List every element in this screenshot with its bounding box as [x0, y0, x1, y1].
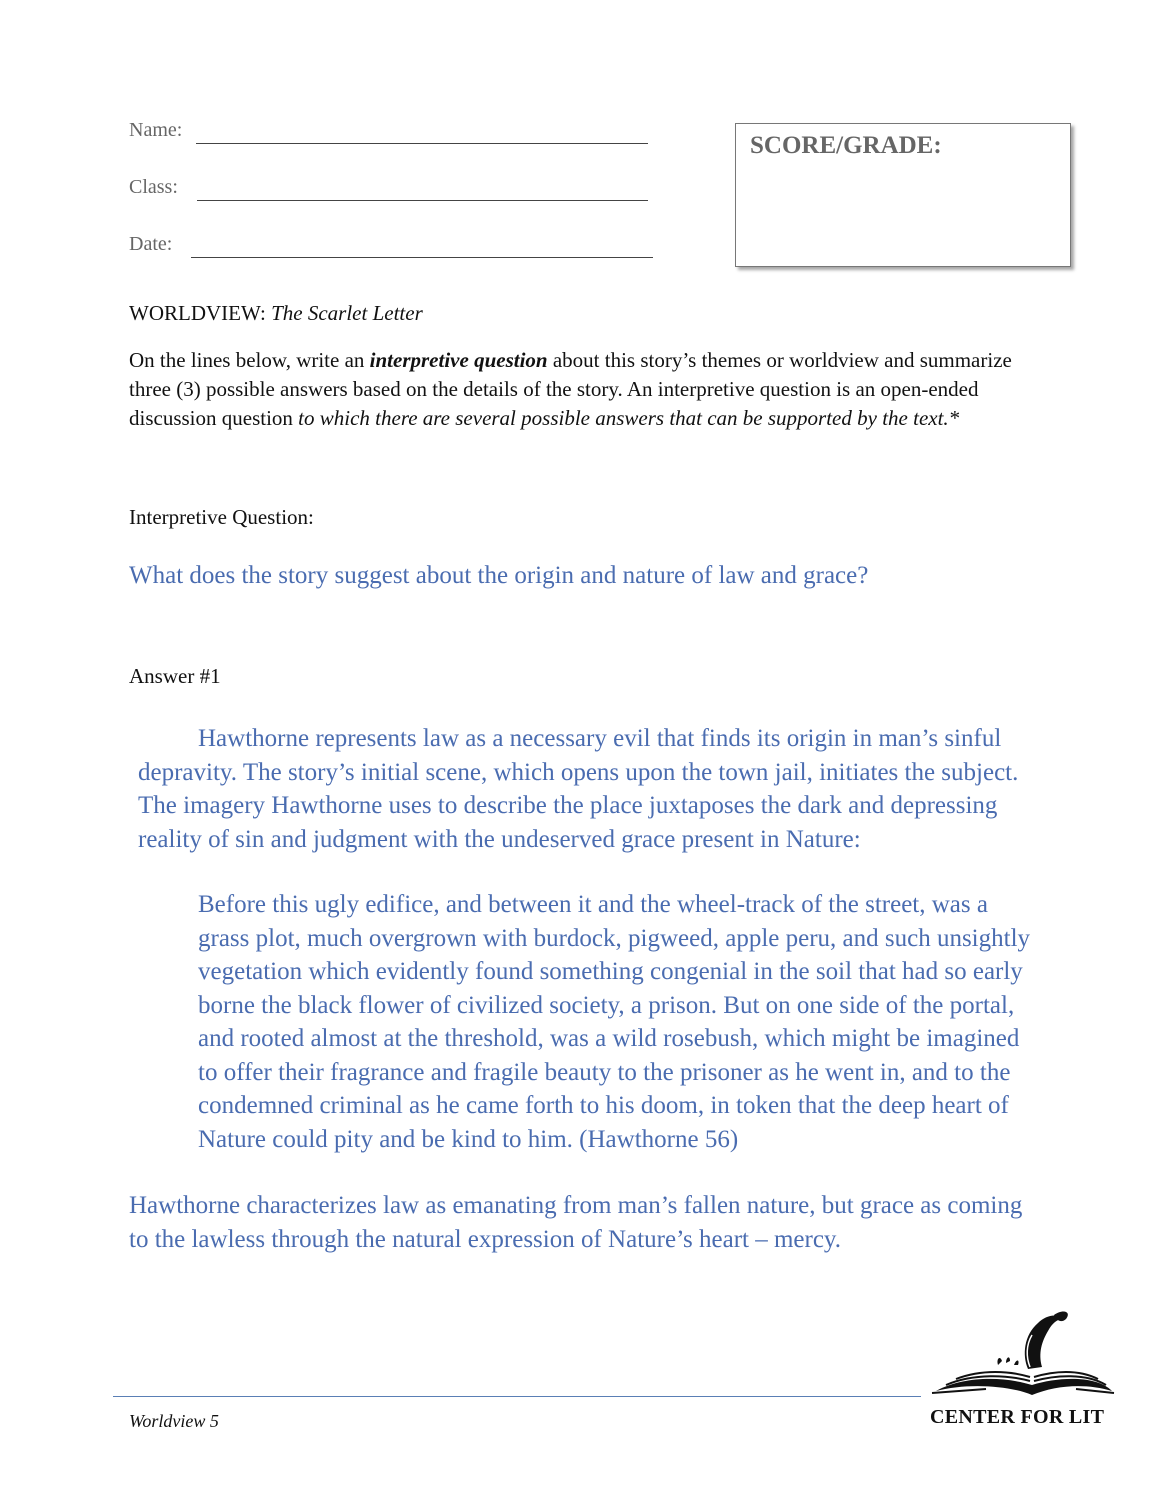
name-field[interactable]: [196, 143, 648, 144]
score-grade-box[interactable]: [735, 123, 1071, 267]
question-text: What does the story suggest about the origin and nature of law and grace?: [129, 562, 869, 589]
answer-1-paragraph: [138, 722, 1038, 856]
date-label: Date:: [129, 233, 173, 255]
footer-page-label: Worldview 5: [129, 1411, 219, 1431]
footer-rule: [113, 1396, 921, 1397]
class-label: Class:: [129, 176, 178, 198]
center-for-lit-logo: [926, 1305, 1116, 1435]
worksheet-title: [129, 301, 423, 326]
instructions-emphasis: interpretive question: [369, 348, 548, 372]
name-label: Name:: [129, 119, 183, 141]
instructions-italic: to which there are several possible answers that can be supported by the text.*: [298, 406, 960, 430]
worksheet-title-prefix: WORLDVIEW:: [129, 301, 272, 325]
instructions-part1: On the lines below, write an: [129, 348, 370, 372]
date-field[interactable]: [191, 257, 653, 258]
book-title: The Scarlet Letter: [271, 301, 423, 325]
answer-1-closing: Hawthorne characterizes law as emanating from man’s fallen nature, but grace as coming to the lawless through the natural expression of Nature’s heart – mercy.: [129, 1192, 1023, 1253]
instructions-part2: about this story’s themes or worldview and summarize three (3) possible answers based on the details of the story. An interpretive question is an open-ended discussion question: [129, 348, 1012, 430]
answer-1-quote: Before this ugly edifice, and between it and the wheel-track of the street, was a grass plot, much overgrown with burdock, pigweed, apple peru, and such unsightly vegetation which evidently found something congenial in the soil that had so early borne the black flower of civilized society, a prison. But on one side of the portal, and rooted almost at the threshold, was a wild rosebush, which might be imagined to offer their fragrance and fragile beauty to the prisoner as he went in, and to the condemned criminal as he came forth to his doom, in token that the deep heart of Nature could pity and be kind to him. (Hawthorne 56): [198, 891, 1031, 1153]
score-grade-label: SCORE/GRADE:: [750, 132, 942, 159]
question-label: Interpretive Question:: [129, 505, 314, 529]
logo-text: CENTER FOR LIT: [930, 1406, 1105, 1428]
pelican-book-icon: [926, 1305, 1116, 1405]
instructions: [129, 346, 1029, 433]
answer-1-paragraph-text: Hawthorne represents law as a necessary evil that finds its origin in man’s sinful depravity. The story’s initial scene, which opens upon the town jail, initiates the subject. The imagery Hawthorne uses to describe the place juxtaposes the dark and depressing reality of sin and judgment with the undeserved grace present in Nature:: [138, 725, 1019, 853]
answer-1-label: Answer #1: [129, 664, 221, 688]
class-field[interactable]: [197, 200, 648, 201]
